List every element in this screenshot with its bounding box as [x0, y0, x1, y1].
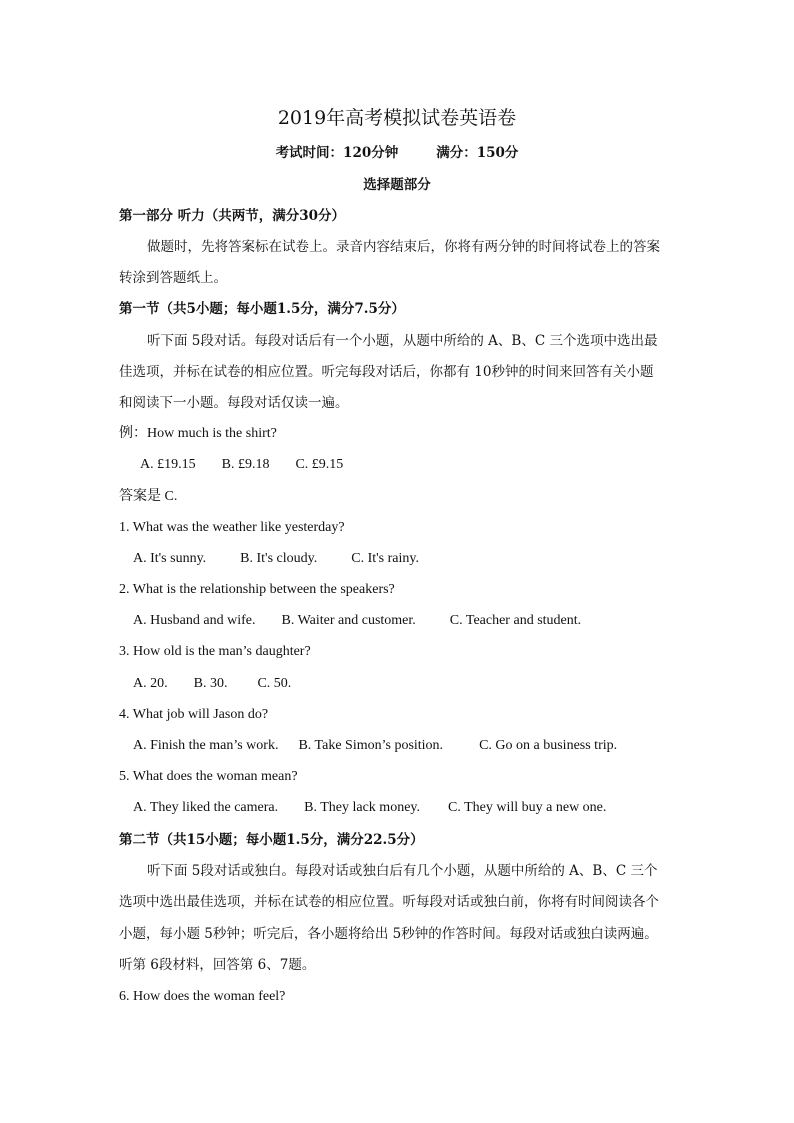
exam-title: 2019年高考模拟试卷英语卷: [277, 107, 517, 129]
question-2: 2. What is the relationship between the speakers?: [119, 582, 395, 597]
question-6: 6. How does the woman feel?: [119, 989, 286, 1004]
example-question: 例：How much is the shirt?: [119, 426, 277, 441]
question-3-options: [133, 675, 291, 693]
option-b: B. It's cloudy.: [240, 551, 318, 566]
time-label: 考试时间：120分钟: [275, 145, 399, 161]
question-5-options: [133, 799, 606, 817]
option-c: C. It's rainy.: [351, 551, 419, 566]
example-options: [140, 456, 343, 474]
option-b: B. They lack money.: [304, 800, 421, 815]
question-4-options: [133, 737, 617, 755]
option-c: C. Teacher and student.: [449, 613, 582, 628]
option-a: A. Finish the man’s work.: [133, 738, 279, 753]
score-label: 满分：150分: [436, 145, 519, 161]
option-c: C. They will buy a new one.: [448, 800, 607, 815]
section1-instruction-line: 听下面 5段对话。每段对话后有一个小题，从题中所给的 A、B、C 三个选项中选出最: [147, 333, 658, 349]
option-b: B. Waiter and customer.: [281, 613, 416, 628]
option-c: C. Go on a business trip.: [479, 738, 618, 753]
example-option: B. £9.18: [221, 457, 270, 472]
question-1: 1. What was the weather like yesterday?: [119, 520, 345, 535]
section1-instruction-line: 和阅读下一小题。每段对话仅读一遍。: [119, 395, 349, 411]
section2-instruction-line: 小题，每小题 5秒钟；听完后，各小题将给出 5秒钟的作答时间。每段对话或独白读两遍。: [119, 926, 658, 942]
example-answer: 答案是 C.: [119, 489, 178, 504]
section2-instruction-line: 听下面 5段对话或独白。每段对话或独白后有几个小题，从题中所给的 A、B、C 三个: [147, 863, 658, 879]
section1-heading: 第一节（共5小题；每小题1.5分，满分7.5分）: [119, 301, 405, 317]
question-3: 3. How old is the man’s daughter?: [119, 644, 311, 659]
option-b: B. 30.: [193, 676, 228, 691]
option-a: A. It's sunny.: [133, 551, 207, 566]
section2-instruction-line: 听第 6段材料，回答第 6、7题。: [119, 957, 316, 973]
example-option: A. £19.15: [140, 457, 196, 472]
option-a: A. They liked the camera.: [133, 800, 279, 815]
section2-instruction-line: 选项中选出最佳选项，并标在试卷的相应位置。听每段对话或独白前，你将有时间阅读各个: [119, 894, 659, 910]
section2-heading: 第二节（共15小题；每小题1.5分，满分22.5分）: [119, 832, 424, 848]
question-2-options: [133, 612, 581, 630]
option-c: C. 50.: [257, 676, 292, 691]
question-1-options: [133, 550, 419, 568]
option-b: B. Take Simon’s position.: [298, 738, 444, 753]
example-option: C. £9.15: [295, 457, 344, 472]
question-5: 5. What does the woman mean?: [119, 769, 298, 784]
section-heading: 选择题部分: [363, 177, 431, 193]
option-a: A. Husband and wife.: [133, 613, 256, 628]
part1-heading: 第一部分 听力（共两节，满分30分）: [119, 208, 345, 224]
section1-instruction-line: 佳选项，并标在试卷的相应位置。听完每段对话后，你都有 10秒钟的时间来回答有关小题: [119, 364, 654, 380]
exam-meta: [0, 144, 794, 162]
part1-instruction-line: 做题时，先将答案标在试卷上。录音内容结束后，你将有两分钟的时间将试卷上的答案: [147, 239, 660, 255]
question-4: 4. What job will Jason do?: [119, 707, 269, 722]
part1-instruction-line: 转涂到答题纸上。: [119, 270, 227, 286]
option-a: A. 20.: [133, 676, 168, 691]
